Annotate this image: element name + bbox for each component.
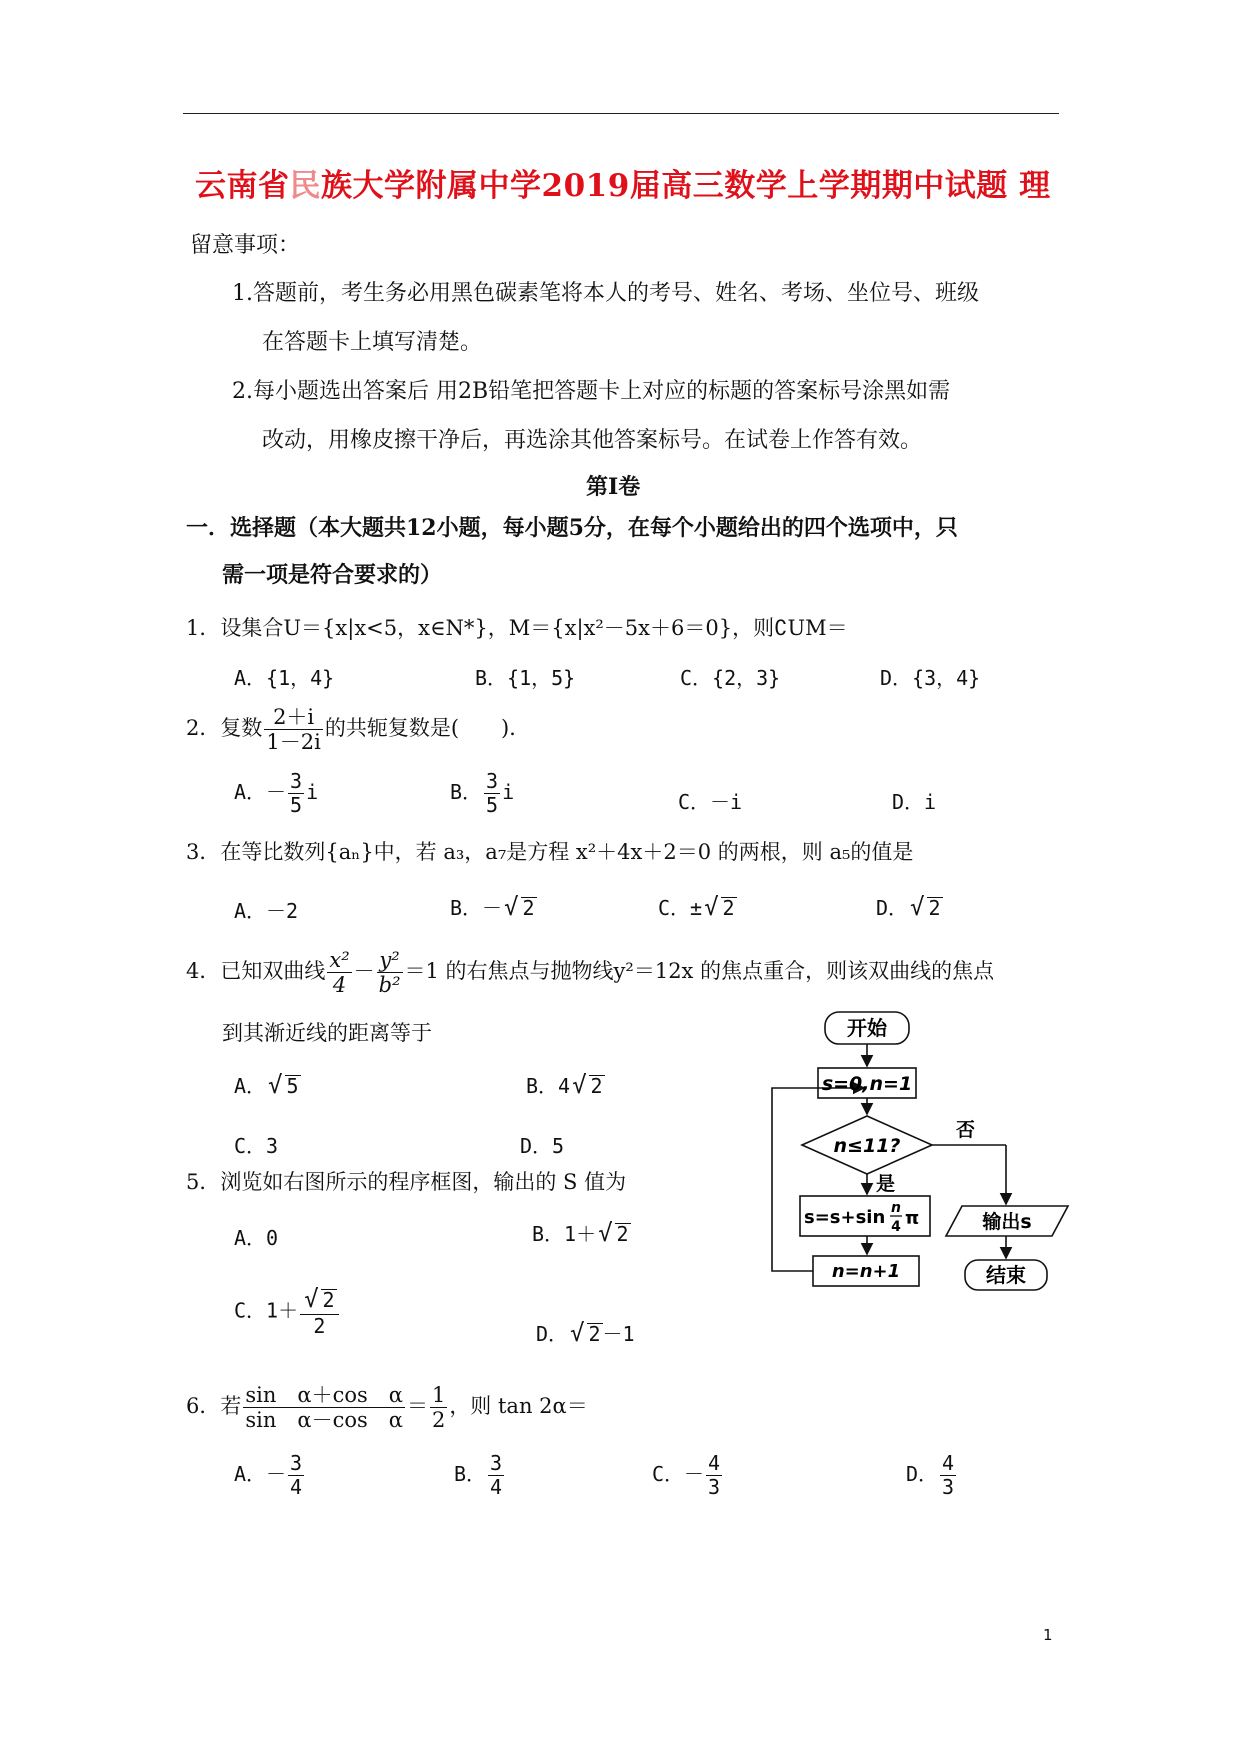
q2-option-d: D．i — [892, 790, 937, 814]
q3-option-c: C．±√ 2 — [658, 893, 735, 921]
q3-option-d: D．√ 2 — [876, 893, 941, 921]
q2-option-b: B． $\frac{3}{5}$ i — [450, 769, 515, 817]
q4-stem-line2: 到其渐近线的距离等于 — [222, 1021, 432, 1045]
exam-title: 云南省民族大学附属中学2019届高三数学上学期期中试题 理 — [195, 168, 1051, 204]
yes-label: 是 — [876, 1173, 896, 1195]
note-2-line1: 2.每小题选出答案后 用2B铅笔把答题卡上对应的标题的答案标号涂黑如需 — [232, 379, 951, 404]
q4-option-a: A．√ 5 — [234, 1071, 299, 1099]
header-rule — [183, 113, 1059, 114]
page-number: 1 — [1043, 1626, 1053, 1644]
q4-option-c: C．3 — [234, 1134, 279, 1158]
start-label: 开始 — [847, 1016, 887, 1040]
q2-fraction: $\frac{2+i}{1-2i}$ — [266, 705, 321, 755]
body-pi: π — [905, 1208, 920, 1229]
q1-option-d: D．{3，4} — [880, 666, 981, 690]
q2-option-c: C．－i — [678, 790, 743, 814]
volume-heading: 第Ⅰ卷 — [586, 474, 641, 500]
q3-option-b: B．－√ 2 — [450, 893, 535, 921]
q1-option-c: C．{2，3} — [680, 666, 781, 690]
q5-stem: 5．浏览如右图所示的程序框图，输出的 S 值为 — [186, 1170, 627, 1194]
output-label: 输出s — [982, 1211, 1032, 1233]
body-frac-num: n — [891, 1200, 901, 1216]
q5-option-b: B．1＋√ 2 — [532, 1219, 629, 1247]
increment-label: n=n+1 — [831, 1261, 901, 1282]
q4-stem: 4．已知双曲线 $\frac{\text{x²}}{4}$ － $\frac{\text{y²}}{\text{b²}}$ ＝1 的右焦点与抛物线y²＝12x 的焦点重合，则该双曲线的焦点 — [186, 948, 995, 998]
body-frac-den: 4 — [891, 1219, 901, 1235]
q6-option-c: C．－ $\frac{4}{3}$ — [652, 1451, 721, 1499]
section-heading-line2: 需一项是符合要求的） — [222, 562, 443, 588]
note-1-line1: 1.答题前，考生务必用黑色碳素笔将本人的考号、姓名、考场、坐位号、班级 — [232, 281, 979, 306]
q2-stem: 2．复数 $\frac{2+i}{1-2i}$ 的共轭复数是( )． — [186, 705, 531, 755]
condition-label: n≤11? — [833, 1135, 901, 1157]
q2-option-a: A．－ $\frac{3}{5}$ i — [234, 769, 319, 817]
end-label: 结束 — [986, 1263, 1026, 1287]
q5-option-d: D．√ 2 －1 — [536, 1319, 635, 1347]
no-label: 否 — [956, 1119, 976, 1141]
note-2-line2: 改动，用橡皮擦干净后，再选涂其他答案标号。在试卷上作答有效。 — [262, 428, 923, 453]
program-flowchart — [760, 1010, 1070, 1310]
q1-stem: 1．设集合U＝{x|x<5，x∈N*}，M＝{x|x²－5x＋6＝0}，则∁UM＝ — [186, 616, 848, 640]
q4-option-d: D．5 — [520, 1134, 565, 1158]
q5-option-a: A．0 — [234, 1226, 279, 1250]
q6-option-d: D． $\frac{4}{3}$ — [906, 1451, 955, 1499]
body-label: s=s+sin — [804, 1207, 886, 1228]
section-heading-line1: 一．选择题（本大题共12小题，每小题5分，在每个小题给出的四个选项中，只 — [186, 515, 958, 541]
q6-stem: 6．若 $\frac{\text{sin α＋cos α}}{\text{sin α－cos α}}$ ＝ $\frac{1}{2}$ ，则 tan 2α＝ — [186, 1383, 588, 1433]
notes-heading: 留意事项： — [190, 233, 301, 258]
q6-option-a: A．－ $\frac{3}{4}$ — [234, 1451, 303, 1499]
q3-stem: 3．在等比数列{aₙ}中，若 a₃，a₇是方程 x²＋4x＋2＝0 的两根，则 a₅的值是 — [186, 840, 914, 864]
q5-option-c: C．1＋ $\frac{√ 2}{2}$ — [234, 1286, 341, 1338]
q1-option-b: B．{1，5} — [475, 666, 576, 690]
q4-option-b: B．4√ 2 — [526, 1071, 603, 1099]
note-1-line2: 在答题卡上填写清楚。 — [262, 330, 483, 355]
q3-option-a: A．－2 — [234, 899, 299, 923]
q6-option-b: B． $\frac{3}{4}$ — [454, 1451, 503, 1499]
init-label: s=0,n=1 — [821, 1073, 913, 1095]
q1-option-a: A．{1，4} — [234, 666, 335, 690]
